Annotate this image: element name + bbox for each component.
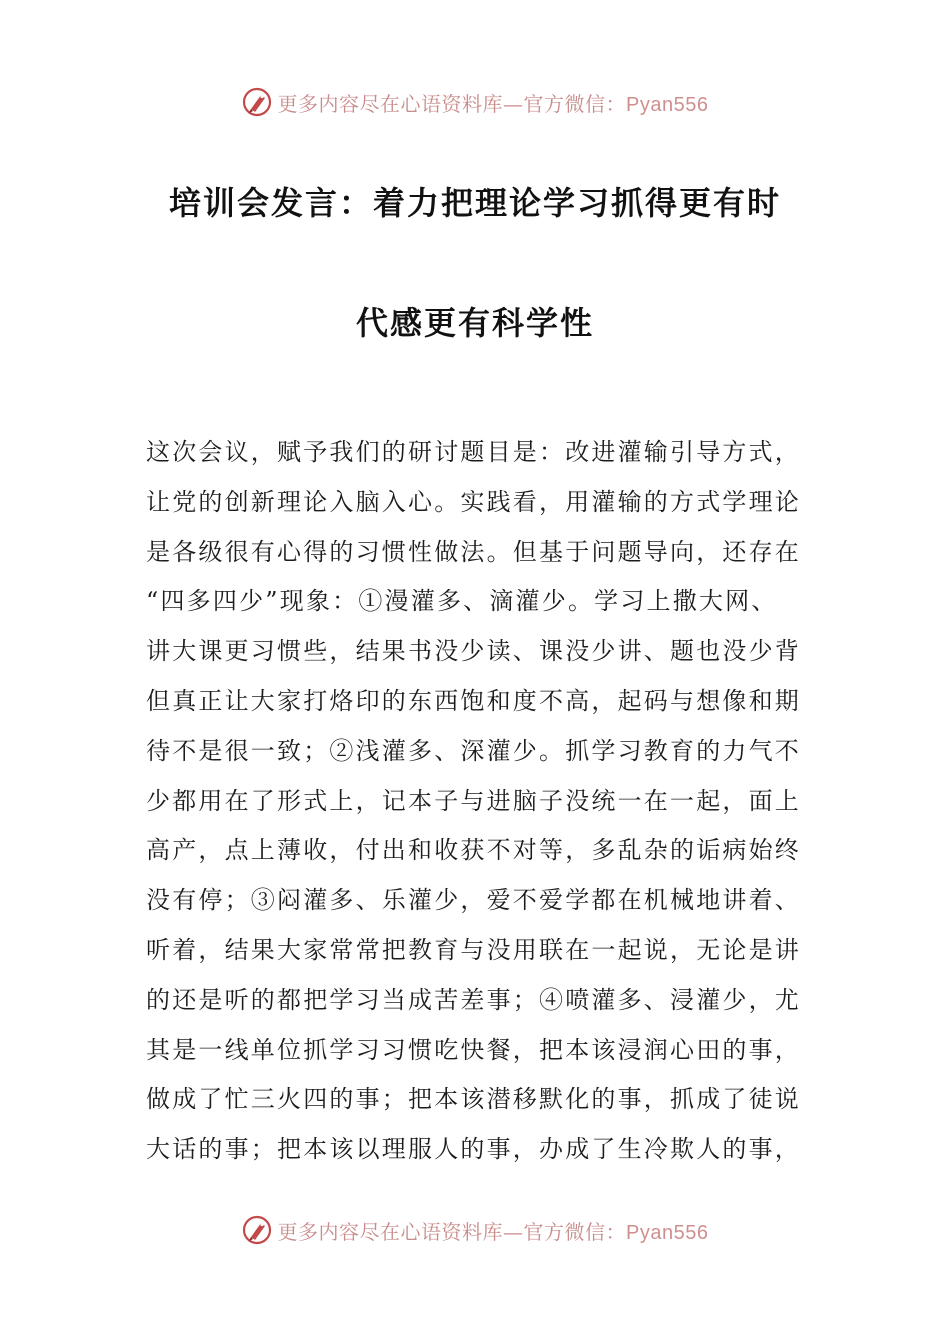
watermark-banner-bottom: [0, 1210, 950, 1250]
body-line: 没有停；③闷灌多、乐灌少，爱不爱学都在机械地讲着、: [146, 886, 801, 915]
body-line: 其是一线单位抓学习习惯吃快餐，把本该浸润心田的事，: [146, 1035, 801, 1064]
body-line: 高产，点上薄收，付出和收获不对等，多乱杂的诟病始终: [146, 836, 801, 865]
body-line: 是各级很有心得的习惯性做法。但基于问题导向，还存在: [146, 537, 801, 566]
document-title-line-2: 代感更有科学性: [355, 304, 594, 342]
watermark-text: 更多内容尽在心语资料库—官方微信：Pyan556: [277, 91, 709, 116]
document-title-line-1: 培训会发言：着力把理论学习抓得更有时: [168, 184, 781, 222]
body-line: 大话的事；把本该以理服人的事，办成了生冷欺人的事，: [146, 1135, 801, 1164]
watermark-text: 更多内容尽在心语资料库—官方微信：Pyan556: [277, 1219, 709, 1244]
pen-nib-logo-icon: [242, 1215, 272, 1245]
body-line: 讲大课更习惯些，结果书没少读、课没少讲、题也没少背: [146, 637, 801, 666]
body-line: 但真正让大家打烙印的东西饱和度不高，起码与想像和期: [146, 686, 801, 715]
body-paragraph: [146, 428, 808, 1175]
body-line: 待不是很一致；②浅灌多、深灌少。抓学习教育的力气不: [146, 736, 801, 765]
body-line: 做成了忙三火四的事；把本该潜移默化的事，抓成了徒说: [146, 1085, 801, 1114]
pen-nib-logo-icon: [242, 87, 272, 117]
body-line: 让党的创新理论入脑入心。实践看，用灌输的方式学理论: [146, 487, 801, 516]
body-line: 少都用在了形式上，记本子与进脑子没统一在一起，面上: [146, 786, 801, 815]
body-line: 听着，结果大家常常把教育与没用联在一起说，无论是讲: [146, 935, 801, 964]
watermark-banner-top: [0, 82, 950, 122]
body-line: 这次会议，赋予我们的研讨题目是：改进灌输引导方式，: [146, 438, 801, 466]
body-line: “四多四少”现象：①漫灌多、滴灌少。学习上撒大网、: [146, 587, 778, 616]
body-line: 的还是听的都把学习当成苦差事；④喷灌多、浸灌少，尤: [146, 985, 801, 1014]
